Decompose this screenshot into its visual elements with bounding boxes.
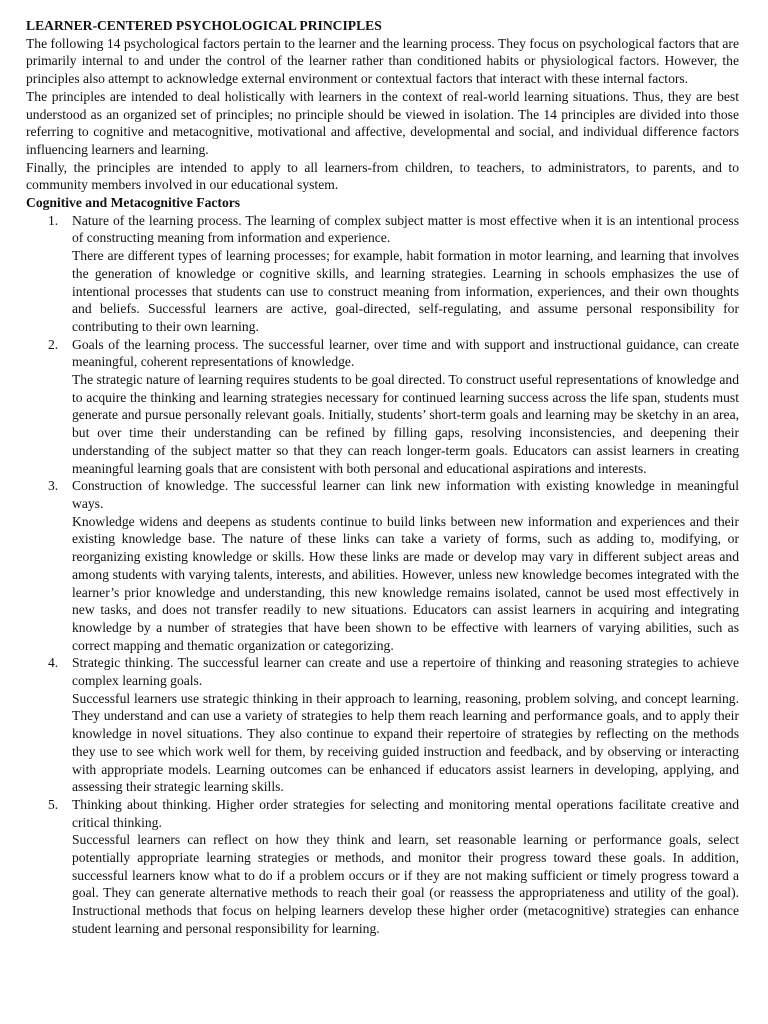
principle-lead: Construction of knowledge. The successful learner can link new information with existing knowledge in meaningful ways. [72, 478, 739, 511]
document-title: LEARNER-CENTERED PSYCHOLOGICAL PRINCIPLES [26, 18, 382, 33]
principle-body: There are different types of learning processes; for example, habit formation in motor learning, and learning that involves the generation of knowledge or cognitive skills, and learning strategies. Learning in schools emphasizes the use of intentional processes that students can use to construct meaning from information, experiences, and their own thoughts and beliefs. Successful learners are active, goal-directed, self-regulating, and assume personal responsibility for contributing to their own learning. [72, 248, 739, 334]
principle-body: Knowledge widens and deepens as students continue to build links between new information and experiences and their existing knowledge base. The nature of these links can take a variety of forms, such as adding to, modifying, or reorganizing existing knowledge or skills. How these links are made or develop may vary in different subject areas and among students with varying talents, interests, and abilities. However, unless new knowledge becomes integrated with the learner’s prior knowledge and understanding, this new knowledge remains isolated, cannot be used most effectively in new tasks, and does not transfer readily to new situations. Educators can assist learners in acquiring and integrating knowledge by a number of strategies that have been shown to be effective with learners of varying abilities, such as correct mapping and thematic organization or categorizing. [72, 513, 739, 653]
principle-number: 3. [48, 478, 59, 494]
principle-item-4 [26, 654, 739, 796]
principle-item-1 [26, 212, 739, 336]
principle-number: 4. [48, 655, 59, 671]
principle-lead: Goals of the learning process. The successful learner, over time and with support and instructional guidance, can create meaningful, coherent representations of knowledge. [72, 336, 739, 370]
principle-lead: Nature of the learning process. The learning of complex subject matter is most effective when it is an intentional process of constructing meaning from information and experience. [72, 212, 739, 246]
principle-lead: Strategic thinking. The successful learner can create and use a repertoire of thinking and reasoning strategies to achieve complex learning goals. [72, 655, 739, 689]
intro-paragraph-3: Finally, the principles are intended to apply to all learners-from children, to teachers, to administrators, to parents, and to community members involved in our educational system. [26, 159, 739, 193]
intro-paragraph-1: The following 14 psychological factors pertain to the learner and the learning process. They focus on psychological factors that are primarily internal to and under the control of the learner rather than conditioned habits or physiological factors. However, the principles also attempt to acknowledge external environment or contextual factors that interact with these internal factors. [26, 35, 739, 87]
document-page [26, 17, 739, 938]
principle-number: 1. [48, 212, 59, 228]
principle-body: Successful learners can reflect on how they think and learn, set reasonable learning or performance goals, select potentially appropriate learning strategies or methods, and monitor their progress toward these goals. In addition, successful learners know what to do if a problem occurs or if they are not making sufficient or timely progress toward a goal. They can generate alternative methods to reach their goal (or reassess the appropriateness and utility of the goal). Instructional methods that focus on helping learners develop these higher order (metacognitive) strategies can enhance student learning and personal responsibility for learning. [72, 832, 739, 936]
principle-number: 5. [48, 796, 59, 812]
principle-number: 2. [48, 336, 59, 352]
principle-item-2 [26, 336, 739, 478]
principles-list [26, 212, 739, 938]
principle-body: The strategic nature of learning requires students to be goal directed. To construct useful representations of knowledge and to acquire the thinking and learning strategies necessary for continued learning success across the life span, students must generate and pursue personally relevant goals. Initially, students’ short-term goals and learning may be sketchy in an area, but over time their understanding can be refined by filling gaps, resolving inconsistencies, and deepening their understanding of the subject matter so that they can reach longer-term goals. Educators can assist learners in creating meaningful learning goals that are consistent with both personal and educational aspirations and interests. [72, 372, 739, 476]
principle-lead: Thinking about thinking. Higher order strategies for selecting and monitoring mental operations facilitate creative and critical thinking. [72, 796, 739, 830]
section-heading-cognitive: Cognitive and Metacognitive Factors [26, 195, 241, 211]
principle-item-5 [26, 796, 739, 938]
intro-paragraph-2: The principles are intended to deal holistically with learners in the context of real-world learning situations. Thus, they are best understood as an organized set of principles; no principle should be viewed in isolation. The 14 principles are divided into those referring to cognitive and metacognitive, motivational and affective, developmental and social, and individual difference factors influencing learners and learning. [26, 88, 739, 157]
principle-item-3 [26, 477, 739, 654]
principle-body: Successful learners use strategic thinking in their approach to learning, reasoning, problem solving, and concept learning. They understand and can use a variety of strategies to help them reach learning and performance goals, and to apply their knowledge in novel situations. They also continue to expand their repertoire of strategies by reflecting on the methods they use to see which work well for them, by receiving guided instruction and feedback, and by observing or interacting with appropriate models. Learning outcomes can be enhanced if educators assist learners in developing, applying, and assessing their strategic learning skills. [72, 690, 739, 795]
